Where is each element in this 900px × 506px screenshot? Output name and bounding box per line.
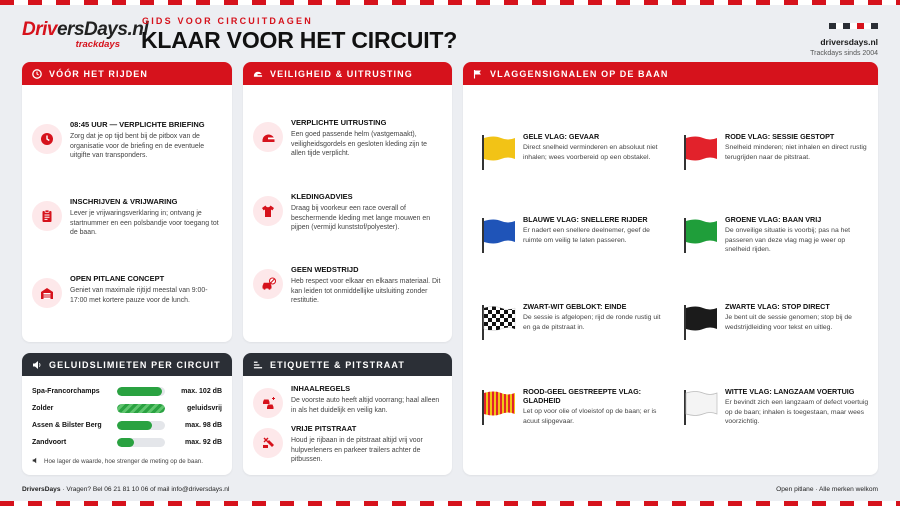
list-item: [253, 192, 442, 233]
card-header: [463, 62, 878, 85]
no-race-icon: [253, 269, 283, 299]
footer-tagline: Open pitlane · Alle merken welkom: [776, 486, 878, 493]
item-title: INHAALREGELS: [291, 384, 351, 393]
item-desc: Heb respect voor elkaar en elkaars materiaal. Dit kan leiden tot onmiddellijke uitsluiting zonder restitutie.: [291, 278, 441, 305]
noise-value: max. 98 dB: [185, 421, 222, 429]
flag-title: RODE VLAG: SESSIE GESTOPT: [725, 132, 835, 141]
card-title: VEILIGHEID & UITRUSTING: [270, 68, 413, 79]
flag-desc: Je bent uit de sessie genomen; stop bij de wedstrijdleiding voor tekst en uitleg.: [725, 314, 852, 331]
flag-title: GROENE VLAG: BAAN VRIJ: [725, 215, 822, 224]
kerb-stripe-bottom: [0, 501, 900, 506]
clock-icon: [32, 124, 62, 154]
noise-bar: [117, 387, 165, 396]
list-item: [253, 118, 442, 159]
flag-title: ZWARTE VLAG: STOP DIRECT: [725, 302, 830, 311]
list-item: [253, 384, 442, 418]
card-header: [22, 62, 232, 85]
overtake-icon: [253, 388, 283, 418]
item-desc: De voorste auto heeft altijd voorrang; haal alleen in als het duidelijk en veilig kan.: [291, 397, 440, 414]
noise-value: max. 92 dB: [185, 438, 222, 446]
page-header: [22, 14, 878, 57]
item-title: VRIJE PITSTRAAT: [291, 424, 357, 433]
kerb-stripe-top: [0, 0, 900, 5]
item-desc: Draag bij voorkeur een race overall of beschermende kleding met lange mouwen en pijpen (vermijd kunststof/polyester).: [291, 205, 431, 232]
footnote: Hoe lager de waarde, hoe strenger de meting op de baan.: [32, 457, 203, 466]
flag-title: GELE VLAG: GEVAAR: [523, 132, 600, 141]
circuit-name: Assen & Bilster Berg: [32, 421, 102, 429]
card-etiquette: [243, 353, 452, 475]
noise-bar: [117, 421, 165, 430]
flag-item-checkered: [477, 302, 667, 342]
card-header: [22, 353, 232, 376]
item-desc: Zorg dat je op tijd bent bij de pitbox van de organisatie voor de briefing en de eventuele uitgifte van transponders.: [70, 133, 205, 160]
card-title: VÓÓR HET RIJDEN: [49, 68, 149, 79]
flag-item-red: [679, 132, 869, 172]
flag-item-blue: [477, 215, 667, 255]
speaker-icon: [32, 457, 39, 466]
flag-title: WITTE VLAG: LANGZAAM VOERTUIG: [725, 387, 855, 396]
since-text: Trackdays sinds 2004: [810, 50, 878, 57]
logo[interactable]: DriversDays.nl trackdays: [22, 19, 149, 50]
noise-bar: [117, 438, 165, 447]
flag-title: BLAUWE VLAG: SNELLERE RIJDER: [523, 215, 648, 224]
card-header: [243, 62, 452, 85]
flag-desc: Direct snelheid verminderen en absoluut niet inhalen; wees voorbereid op een obstakel.: [523, 144, 658, 161]
pit-lane-icon: [253, 360, 263, 370]
item-title: GEEN WEDSTRIJD: [291, 265, 359, 274]
item-desc: Houd je rijbaan in de pitstraat altijd vrij voor hulpverleners en parkeer trailers achter de pitbussen.: [291, 437, 423, 464]
item-desc: Geniet van maximale rijtijd meestal van 9:00-17:00 met kortere pauze voor de lunch.: [70, 287, 208, 304]
checkered-flag-icon: [477, 302, 517, 342]
item-desc: Lever je vrijwaringsverklaring in; ontvang je startnummer en een polsbandje voor toegang tot de baan.: [70, 210, 219, 237]
flag-desc: De sessie is afgelopen; rijd de ronde rustig uit en ga de pitstraat in.: [523, 314, 661, 331]
list-item: [253, 265, 442, 306]
circuit-name: Zolder: [32, 404, 54, 412]
card-title: ETIQUETTE & PITSTRAAT: [270, 359, 405, 370]
card-noise-limits: [22, 353, 232, 475]
noise-value: max. 102 dB: [181, 387, 222, 395]
card-title: GELUIDSLIMIETEN PER CIRCUIT: [49, 359, 221, 370]
yellow-flag-icon: [477, 132, 517, 172]
checkered-icon: [829, 23, 878, 29]
black-flag-icon: [679, 302, 719, 342]
flag-item-striped: [477, 387, 667, 427]
footer-brand: DriversDays: [22, 486, 61, 493]
blue-flag-icon: [477, 215, 517, 255]
card-before-driving: [22, 62, 232, 342]
red-flag-icon: [679, 132, 719, 172]
card-title: VLAGGENSIGNALEN OP DE BAAN: [490, 68, 669, 79]
page-kicker: GIDS VOOR CIRCUITDAGEN: [142, 16, 313, 26]
footer-contact[interactable]: · Vragen? Bel 06 21 81 10 06 of mail info@driversdays.nl: [60, 486, 230, 493]
circuit-name: Zandvoort: [32, 438, 67, 446]
flag-desc: Er bevindt zich een langzaam of defect voertuig op de baan; inhalen is toegestaan, maar wees voorzichtig.: [725, 399, 869, 425]
item-title: 08:45 UUR — VERPLICHTE BRIEFING: [70, 120, 205, 129]
white-flag-icon: [679, 387, 719, 427]
flag-desc: Snelheid minderen; niet inhalen en direct rustig terugrijden naar de pitstraat.: [725, 144, 867, 161]
list-item: [253, 424, 442, 465]
flag-title: ZWART-WIT GEBLOKT: EINDE: [523, 302, 627, 311]
flag-desc: Let op voor olie of vloeistof op de baan; er is acuut slipgevaar.: [523, 408, 657, 425]
shirt-icon: [253, 196, 283, 226]
table-row: [32, 435, 222, 449]
table-row: [32, 418, 222, 432]
table-row: [32, 401, 222, 415]
striped-flag-icon: [477, 387, 517, 427]
flag-item-green: [679, 215, 869, 255]
list-item: [32, 274, 222, 308]
site-url[interactable]: driversdays.nl: [820, 37, 878, 47]
page-footer: [22, 486, 878, 493]
green-flag-icon: [679, 215, 719, 255]
clipboard-icon: [32, 201, 62, 231]
flag-item-white: [679, 387, 869, 427]
list-item: [32, 197, 222, 238]
flag-item-black: [679, 302, 869, 342]
pit-icon: [253, 428, 283, 458]
page-title: KLAAR VOOR HET CIRCUIT?: [141, 27, 458, 53]
circuit-name: Spa-Francorchamps: [32, 387, 100, 395]
clock-icon: [32, 69, 42, 79]
item-title: KLEDINGADVIES: [291, 192, 353, 201]
helmet-icon: [253, 122, 283, 152]
noise-value: geluidsvrij: [186, 404, 222, 412]
flag-icon: [473, 69, 483, 79]
item-title: OPEN PITLANE CONCEPT: [70, 274, 165, 283]
flag-desc: De onveilige situatie is voorbij; pas na het passeren van deze vlag mag je weer op snelheid rijden.: [725, 227, 851, 253]
table-row: [32, 384, 222, 398]
item-title: VERPLICHTE UITRUSTING: [291, 118, 387, 127]
card-header: [243, 353, 452, 376]
header-meta: [810, 16, 878, 57]
item-desc: Een goed passende helm (vastgemaakt), veiligheidsgordels en gesloten kleding zijn te allen tijde verplicht.: [291, 131, 427, 158]
flag-desc: Er nadert een snellere deelnemer, geef de ruimte om veilig te laten passeren.: [523, 227, 650, 244]
noise-bar: [117, 404, 165, 413]
garage-icon: [32, 278, 62, 308]
card-flags: [463, 62, 878, 475]
speaker-icon: [32, 360, 42, 370]
card-safety: [243, 62, 452, 342]
list-item: [32, 120, 222, 161]
item-title: INSCHRIJVEN & VRIJWARING: [70, 197, 178, 206]
flag-item-yellow: [477, 132, 667, 172]
flag-title: ROOD-GEEL GESTREEPTE VLAG: GLADHEID: [523, 387, 642, 405]
helmet-icon: [253, 69, 263, 79]
